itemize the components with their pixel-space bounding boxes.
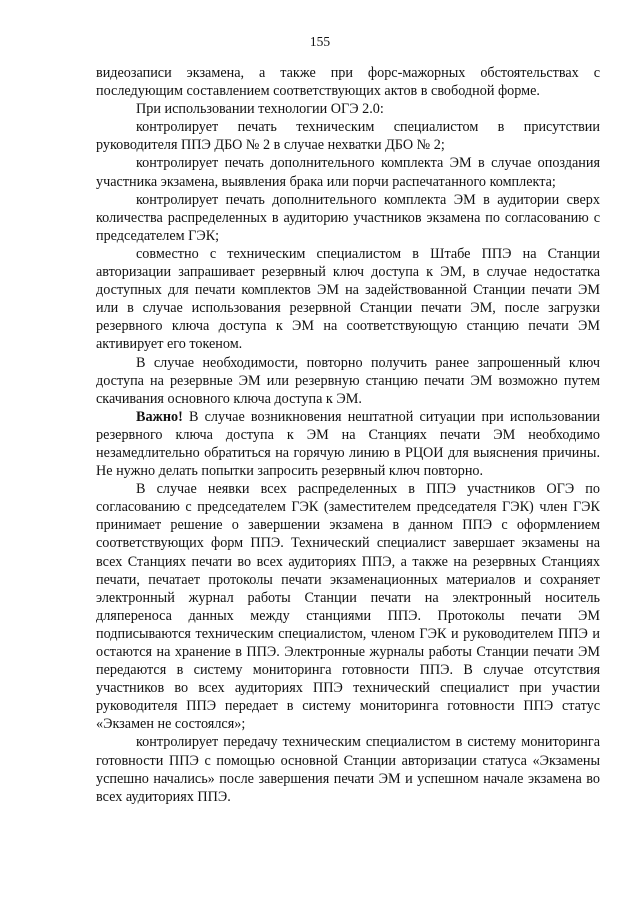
paragraph-6: совместно с техническим специалистом в Штабе ППЭ на Станции авторизации запрашивает резервный ключ доступа к ЭМ, в случае недостатка доступных для печати комплектов ЭМ на задействованной Станции печати ЭМ или в случае использования резервной Станции печати ЭМ, после загрузки резервного ключа доступа к ЭМ на соответствующую станцию печати ЭМ активирует его токеном. [96,245,600,353]
paragraph-5: контролирует печать дополнительного комплекта ЭМ в аудитории сверх количества распределенных в аудиторию участников экзамена по согласованию с председателем ГЭК; [96,191,600,244]
important-text: В случае возникновения нештатной ситуации при использовании резервного ключа доступа к ЭМ на Станциях печати ЭМ необходимо незамедлительно обратиться на горячую линию в РЦОИ для выяснения причины. Не нужно делать попытки запросить резервный ключ повторно. [96,408,600,480]
page-number: 155 [309,34,331,49]
paragraph-7: В случае необходимости, повторно получить ранее запрошенный ключ доступа на резервные ЭМ или резервную станцию печати ЭМ возможно путем скачивания основного ключа доступа к ЭМ. [96,354,600,407]
paragraph-4: контролирует печать дополнительного комплекта ЭМ в случае опоздания участника экзамена, выявления брака или порчи распечатанного комплекта; [96,155,600,190]
paragraph-10: контролирует передачу техническим специалистом в систему мониторинга готовности ППЭ с помощью основной Станции авторизации статуса «Экзамены успешно начались» после завершения печати ЭМ и успешном начале экзамена во всех аудиториях ППЭ. [96,734,600,805]
paragraph-9: В случае неявки всех распределенных в ППЭ участников ОГЭ по согласованию с председателем ГЭК (заместителем председателя ГЭК) член ГЭК принимает решение о завершении экзамена в данном ППЭ с оформлением соответствующих форм ППЭ. Технический специалист завершает экзамены на всех Станциях печати во всех аудиториях ППЭ, а также на резервных Станциях печати, печатает протоколы печати экзаменационных материалов и сохраняет электронный журнал работы Станции печати на электронный носитель дляпереноса данных между станциями ППЭ. Протоколы печати ЭМ подписываются техническим специалистом, членом ГЭК и руководителем ППЭ и остаются на хранение в ППЭ. Электронные журналы работы Станции печати ЭМ передаются в систему мониторинга готовности ППЭ. В случае отсутствия участников во всех аудиториях ППЭ технический специалист при участии руководителя ППЭ передает в систему мониторинга готовности ППЭ статус «Экзамен не состоялся»; [96,481,600,733]
paragraph-2: При использовании технологии ОГЭ 2.0: [136,101,384,118]
paragraph-1: видеозаписи экзамена, а также при форс-мажорных обстоятельствах с последующим составлением соответствующих актов в свободной форме. [96,65,600,100]
important-label: Важно! [136,408,183,425]
paragraph-8-important [96,408,600,480]
paragraph-3: контролирует печать техническим специалистом в присутствии руководителя ППЭ ДБО № 2 в случае нехватки ДБО № 2; [96,119,600,154]
body-text [96,64,600,806]
